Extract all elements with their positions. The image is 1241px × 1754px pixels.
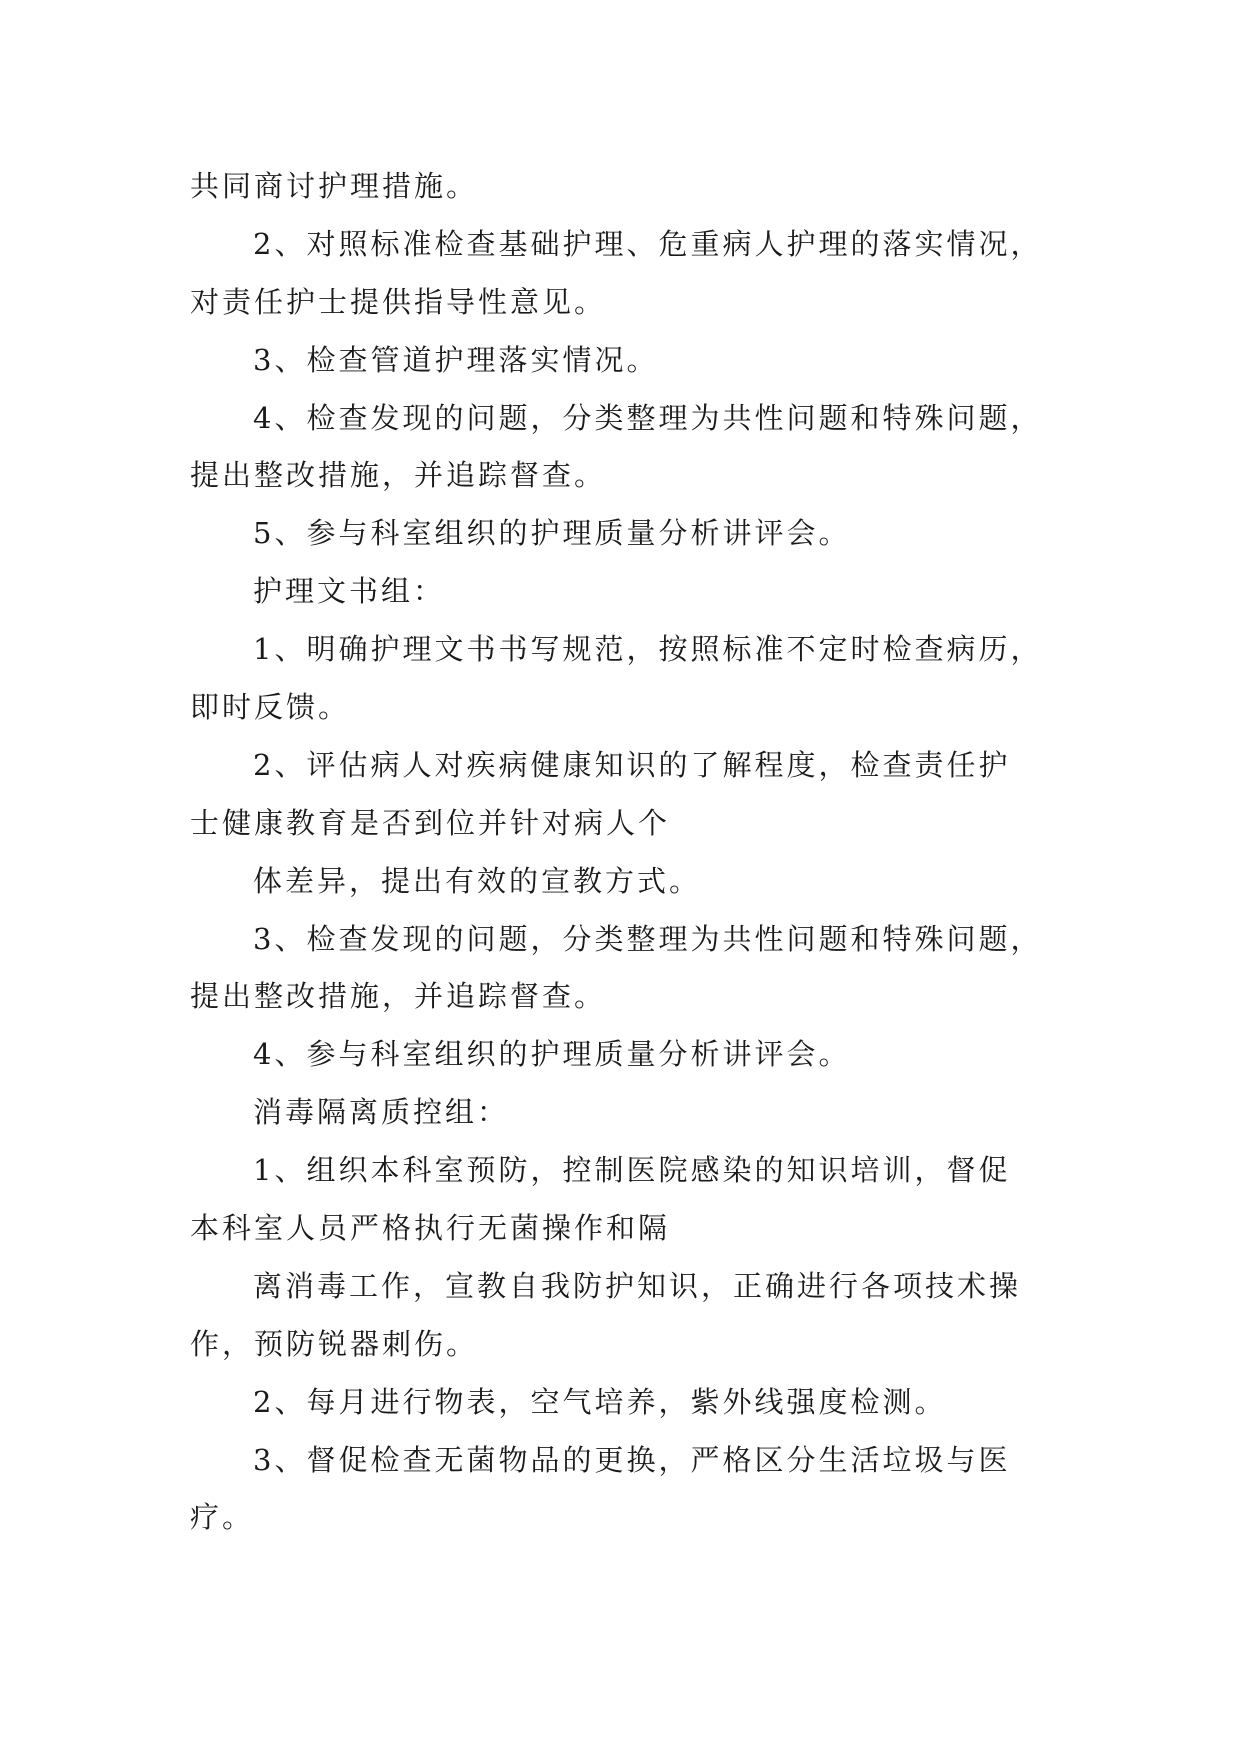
text-line-16: 4、参与科室组织的护理质量分析讲评会。 <box>253 1037 851 1072</box>
text-line-9: 1、明确护理文书书写规范，按照标准不定时检查病历， <box>253 632 1043 667</box>
section-heading-nursing-documents: 护理文书组： <box>253 574 446 609</box>
document-body <box>190 158 1070 1547</box>
text-line-14: 3、检查发现的问题，分类整理为共性问题和特殊问题， <box>253 921 1043 956</box>
text-line-23: 3、督促检查无菌物品的更换，严格区分生活垃圾与医 <box>253 1442 1011 1477</box>
text-line-3: 对责任护士提供指导性意见。 <box>190 284 607 319</box>
text-line-2: 2、对照标准检查基础护理、危重病人护理的落实情况， <box>253 226 1043 261</box>
text-line-10: 即时反馈。 <box>190 690 351 725</box>
text-line-11: 2、评估病人对疾病健康知识的了解程度，检查责任护 <box>253 747 1011 782</box>
text-line-19: 本科室人员严格执行无菌操作和隔 <box>190 1211 671 1246</box>
text-line-21: 作，预防锐器刺伤。 <box>190 1326 479 1361</box>
text-line-7: 5、参与科室组织的护理质量分析讲评会。 <box>253 516 851 551</box>
text-line-1: 共同商讨护理措施。 <box>190 169 479 203</box>
text-line-24: 疗。 <box>190 1500 255 1535</box>
text-line-18: 1、组织本科室预防，控制医院感染的知识培训，督促 <box>253 1153 1011 1188</box>
text-line-20: 离消毒工作，宣教自我防护知识，正确进行各项技术操 <box>253 1268 1022 1303</box>
text-line-22: 2、每月进行物表，空气培养，紫外线强度检测。 <box>253 1384 947 1419</box>
text-line-5: 4、检查发现的问题，分类整理为共性问题和特殊问题， <box>253 400 1043 435</box>
section-heading-disinfection-isolation: 消毒隔离质控组： <box>253 1095 510 1130</box>
text-line-15: 提出整改措施，并追踪督查。 <box>190 979 607 1014</box>
text-line-4: 3、检查管道护理落实情况。 <box>253 342 659 377</box>
text-line-12: 士健康教育是否到位并针对病人个 <box>190 805 671 840</box>
text-line-13: 体差异，提出有效的宣教方式。 <box>253 863 702 898</box>
text-line-6: 提出整改措施，并追踪督查。 <box>190 458 607 493</box>
